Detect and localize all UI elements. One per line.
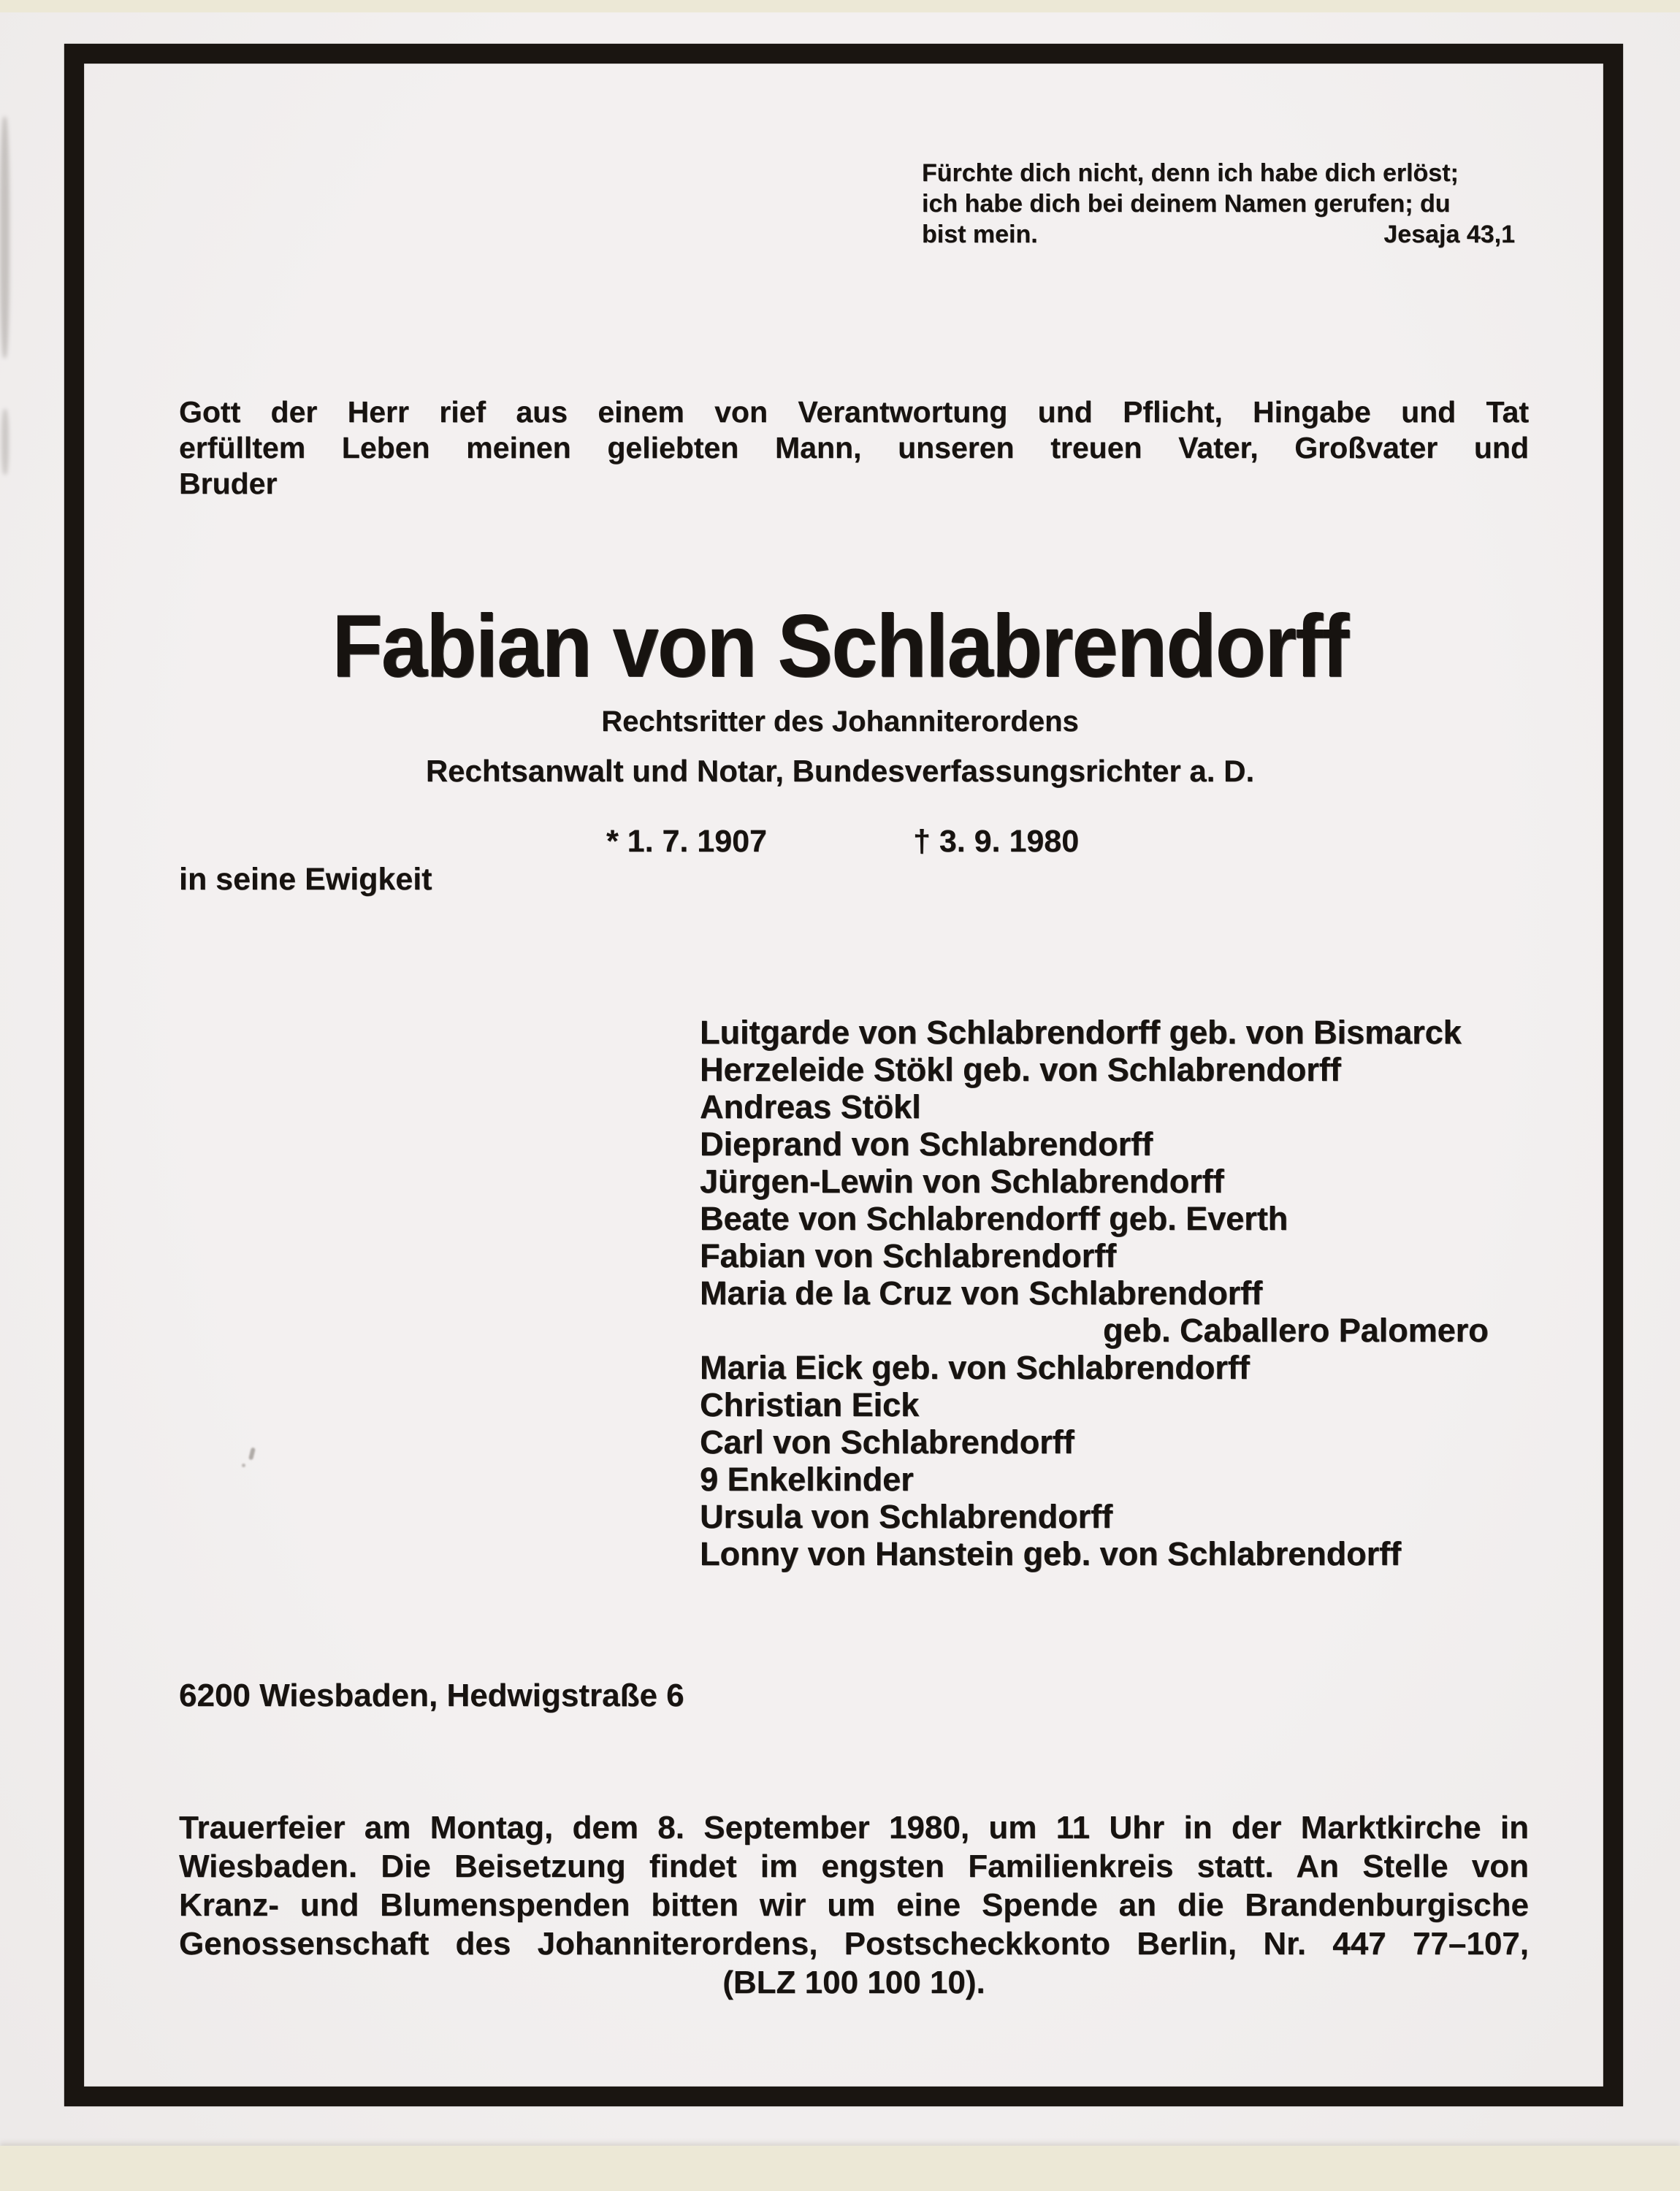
eternity-line: in seine Ewigkeit [179, 862, 432, 897]
intro-line: Gott der Herr rief aus einem von Verantwortung und Pflicht, Hingabe und Tat [179, 395, 1529, 429]
address-line: 6200 Wiesbaden, Hedwigstraße 6 [179, 1678, 684, 1713]
funeral-line: Genossenschaft des Johanniterordens, Postscheckkonto Berlin, Nr. 447 77–107, [179, 1926, 1529, 1962]
scripture-line: Fürchte dich nicht, denn ich habe dich erlöst; [922, 159, 1459, 187]
funeral-line: Kranz- und Blumenspenden bitten wir um eine Spende an die Brandenburgische [179, 1887, 1529, 1923]
deceased-name-text: Fabian von Schlabrendorff [332, 596, 1348, 695]
life-dates [606, 822, 1079, 860]
mourner-name: geb. Caballero Palomero [1103, 1312, 1489, 1349]
mourners-list [700, 1014, 1532, 1572]
mourner-name: Lonny von Hanstein geb. von Schlabrendorff [700, 1535, 1402, 1572]
order-title-line: Rechtsritter des Johanniterordens [601, 706, 1079, 738]
funeral-line: Trauerfeier am Montag, dem 8. September 1980, um 11 Uhr in der Marktkirche in [179, 1810, 1529, 1846]
intro-line: Bruder [179, 467, 278, 500]
death-date: † 3. 9. 1980 [912, 824, 1080, 859]
intro-paragraph [179, 394, 1529, 502]
mourner-name: Herzeleide Stökl geb. von Schlabrendorff [700, 1051, 1341, 1088]
mourner-name: Beate von Schlabrendorff geb. Everth [700, 1200, 1288, 1237]
mourner-name: Andreas Stökl [700, 1088, 921, 1125]
mourner-name: Jürgen-Lewin von Schlabrendorff [700, 1163, 1224, 1200]
bank-code-line: (BLZ 100 100 10). [722, 1965, 985, 2000]
mourner-name: Maria de la Cruz von Schlabrendorff [700, 1274, 1263, 1312]
mourner-name: Carl von Schlabrendorff [700, 1423, 1074, 1461]
scanner-edge-bottom [0, 2146, 1680, 2191]
scripture-line: ich habe dich bei deinem Namen gerufen; du [922, 190, 1451, 218]
scripture-line: bist mein. [922, 221, 1038, 248]
mourner-name: Christian Eick [700, 1386, 920, 1423]
profession-title-line: Rechtsanwalt und Notar, Bundesverfassungsrichter a. D. [425, 754, 1255, 788]
deceased-name [64, 597, 1616, 694]
mourner-name: 9 Enkelkinder [700, 1461, 914, 1498]
mourner-name: Fabian von Schlabrendorff [700, 1237, 1117, 1274]
scripture-last-line [922, 219, 1515, 250]
scripture-quote [922, 158, 1515, 250]
scan-smudge [242, 1464, 245, 1467]
funeral-paragraph [179, 1808, 1529, 2002]
scan-smudge [0, 117, 9, 358]
funeral-line: Wiesbaden. Die Beisetzung findet im engsten Familienkreis statt. An Stelle von [179, 1848, 1529, 1884]
scan-smudge [1, 409, 9, 475]
scanner-edge-top [0, 0, 1680, 12]
intro-line: erfülltem Leben meinen geliebten Mann, unseren treuen Vater, Großvater und [179, 431, 1529, 464]
funeral-lines [179, 1808, 1529, 1963]
birth-date: * 1. 7. 1907 [606, 824, 767, 859]
mourner-name: Dieprand von Schlabrendorff [700, 1125, 1153, 1163]
mourner-name: Maria Eick geb. von Schlabrendorff [700, 1349, 1250, 1386]
mourner-name: Luitgarde von Schlabrendorff geb. von Bismarck [700, 1014, 1462, 1051]
scripture-reference: Jesaja 43,1 [1383, 221, 1515, 248]
mourner-name: Ursula von Schlabrendorff [700, 1498, 1113, 1535]
